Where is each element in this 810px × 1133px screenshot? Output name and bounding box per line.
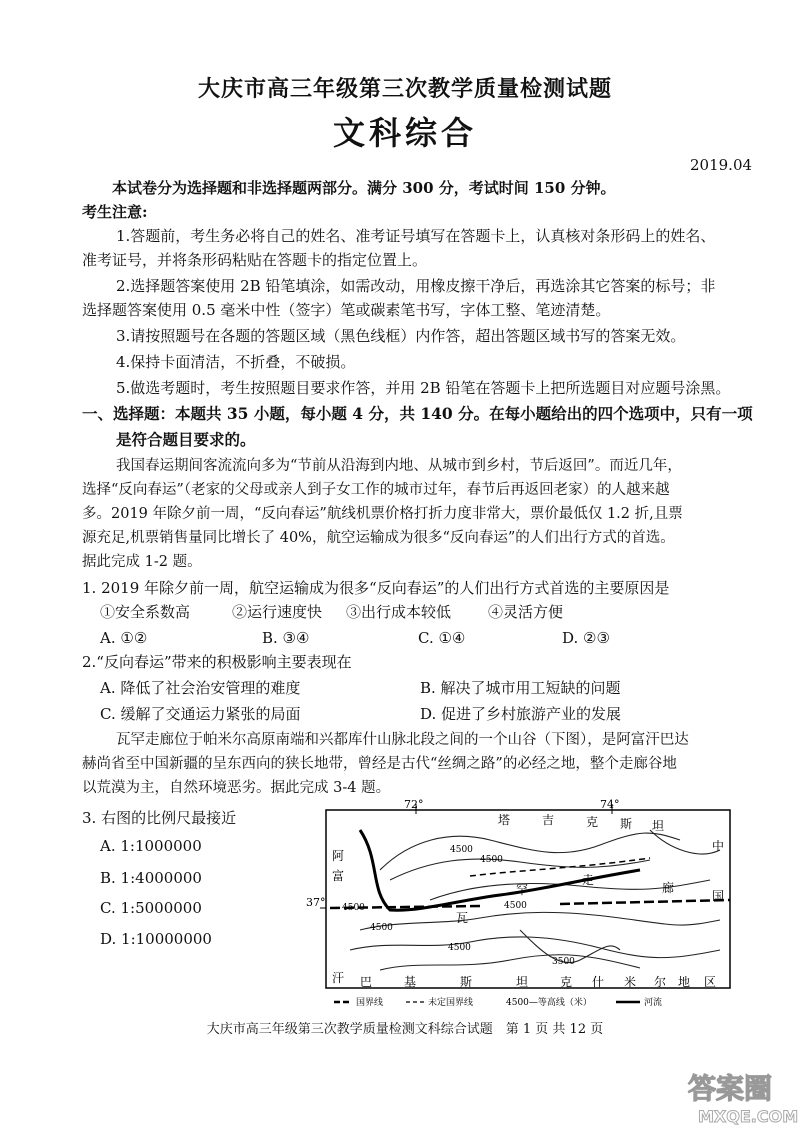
map-label: 地 <box>678 975 691 989</box>
map-label: 塔 <box>498 813 511 827</box>
map-label: 基 <box>404 975 417 989</box>
contour-label: 4500 <box>448 943 471 953</box>
map-label-wakhan: 走 <box>582 873 595 887</box>
notice-line: 4.保持卡面清洁，不折叠，不破损。 <box>116 353 356 371</box>
map-label: 阿 <box>332 849 345 863</box>
lon-label-72: 72° <box>404 798 424 811</box>
legend-border: 国界线 <box>356 998 384 1008</box>
section-heading-cont: 是符合题目要求的。 <box>116 430 256 449</box>
contour-label: 3500 <box>552 957 575 967</box>
q2-option-c[interactable]: C. 缓解了交通运力紧张的局面 <box>100 705 301 723</box>
legend-undefined-border: 未定国界线 <box>428 998 474 1008</box>
q3-option-a[interactable]: A. 1:1000000 <box>100 837 202 855</box>
notice-line: 选择题答案使用 0.5 毫米中性（签字）笔或碳素笔书写，字体工整、笔迹清楚。 <box>82 301 611 319</box>
contour-label: 4500 <box>504 901 527 911</box>
q2-stem: 2.“反向春运”带来的积极影响主要表现在 <box>82 653 352 671</box>
notice-line: 5.做选考题时，考生按照题目要求作答，并用 2B 铅笔在答题卡上把所选题目对应题号涂黑。 <box>116 379 731 397</box>
map-label: 坦 <box>652 819 665 833</box>
passage-line: 瓦罕走廊位于帕米尔高原南端和兴都库什山脉北段之间的一个山谷（下图），是阿富汗巴达 <box>116 732 689 748</box>
map-label: 中 <box>712 839 725 853</box>
q1-stem: 1. 2019 年除夕前一周，航空运输成为很多“反向春运”的人们出行方式首选的主要原因是 <box>82 579 670 597</box>
map-label-wakhan: 罕 <box>516 883 529 897</box>
q1-option-b[interactable]: B. ③④ <box>262 629 310 647</box>
map-label: 坦 <box>516 975 529 989</box>
exam-date: 2019.04 <box>690 156 753 174</box>
contour-label: 4500 <box>370 923 393 933</box>
map-label: 克 <box>560 975 573 989</box>
map-label: 克 <box>586 815 599 829</box>
map-label: 斯 <box>620 817 633 831</box>
q1-item: ②运行速度快 <box>232 603 323 621</box>
map-label: 区 <box>704 975 717 989</box>
q3-option-c[interactable]: C. 1:5000000 <box>100 899 202 917</box>
section-heading: 一、选择题：本题共 35 小题，每小题 4 分，共 140 分。在每小题给出的四个选项中，只有一项 <box>82 404 753 423</box>
q1-option-c[interactable]: C. ①④ <box>418 629 466 647</box>
page-footer: 大庆市高三年级第三次教学质量检测文科综合试题 第 1 页 共 12 页 <box>206 1022 604 1037</box>
map-label-wakhan: 瓦 <box>456 911 469 925</box>
wakhan-corridor-map <box>306 798 740 1010</box>
passage-line: 源充足,机票销售量同比增长了 40%，航空运输成为很多“反向春运”的人们出行方式的首选。 <box>82 530 675 546</box>
map-label: 巴 <box>360 975 373 989</box>
q1-option-d[interactable]: D. ②③ <box>562 629 610 647</box>
q2-option-d[interactable]: D. 促进了乡村旅游产业的发展 <box>420 705 622 723</box>
passage-line: 据此完成 1-2 题。 <box>82 554 202 570</box>
q1-item: ①安全系数高 <box>100 603 191 621</box>
q1-option-a[interactable]: A. ①② <box>100 629 148 647</box>
legend-river: 河流 <box>644 998 663 1008</box>
svg-text:MXQE.COM: MXQE.COM <box>698 1107 799 1126</box>
map-label: 国 <box>712 889 725 903</box>
contour-label: 4500 <box>480 855 503 865</box>
q3-stem: 3. 右图的比例尺最接近 <box>82 809 237 827</box>
notice-line: 2.选择题答案使用 2B 铅笔填涂，如需改动，用橡皮擦干净后，再选涂其它答案的标号；非 <box>116 277 716 295</box>
exam-intro: 本试卷分为选择题和非选择题两部分。满分 300 分，考试时间 150 分钟。 <box>112 179 616 197</box>
q1-item: ③出行成本较低 <box>346 603 452 621</box>
contour-label: 4500 <box>450 845 473 855</box>
map-legend <box>334 996 662 1008</box>
svg-text:答案圈: 答案圈 <box>688 1072 773 1105</box>
map-label: 什 <box>592 975 605 989</box>
map-label: 斯 <box>460 975 473 989</box>
passage-line: 以荒漠为主，自然环境恶劣。据此完成 3-4 题。 <box>82 780 391 796</box>
passage-line: 我国春运期间客流流向多为“节前从沿海到内地、从城市到乡村，节后返回”。而近几年， <box>116 458 682 474</box>
map-label: 吉 <box>542 813 555 827</box>
lat-label-37: 37° <box>306 896 326 909</box>
legend-contour: 4500—等高线（米） <box>506 998 592 1008</box>
contour-label: 4500 <box>342 903 365 913</box>
q2-option-a[interactable]: A. 降低了社会治安管理的难度 <box>100 679 301 697</box>
subject-title: 文科综合 <box>332 114 477 152</box>
notice-line: 1.答题前，考生务必将自己的姓名、准考证号填写在答题卡上，认真核对条形码上的姓名、 <box>116 227 716 245</box>
q1-item: ④灵活方便 <box>488 603 564 621</box>
lon-label-74: 74° <box>600 798 620 811</box>
q2-option-b[interactable]: B. 解决了城市用工短缺的问题 <box>420 679 621 697</box>
site-watermark-logo <box>680 1060 800 1128</box>
notice-heading: 考生注意: <box>82 203 148 221</box>
passage-line: 多。2019 年除夕前一周，“反向春运”航线机票价格打折力度非常大，票价最低仅 1.2 折,且票 <box>82 506 683 522</box>
map-label: 汗 <box>332 971 345 985</box>
q3-option-d[interactable]: D. 1:10000000 <box>100 930 212 948</box>
passage-line: 赫尚省至中国新疆的呈东西向的狭长地带，曾经是古代“丝绸之路”的必经之地，整个走廊谷地 <box>82 756 677 772</box>
map-label: 尔 <box>654 975 667 989</box>
q3-option-b[interactable]: B. 1:4000000 <box>100 869 202 887</box>
map-label-wakhan: 廊 <box>662 881 675 895</box>
map-label: 富 <box>332 869 345 883</box>
map-label: 米 <box>624 975 637 989</box>
passage-line: 选择“反向春运”（老家的父母或亲人到子女工作的城市过年，春节后再返回老家）的人越来越 <box>82 482 670 498</box>
notice-line: 准考证号，并将条形码粘贴在答题卡的指定位置上。 <box>82 251 428 269</box>
notice-line: 3.请按照题号在各题的答题区域（黑色线框）内作答，超出答题区域书写的答案无效。 <box>116 327 686 345</box>
exam-title: 大庆市高三年级第三次教学质量检测试题 <box>197 76 612 102</box>
